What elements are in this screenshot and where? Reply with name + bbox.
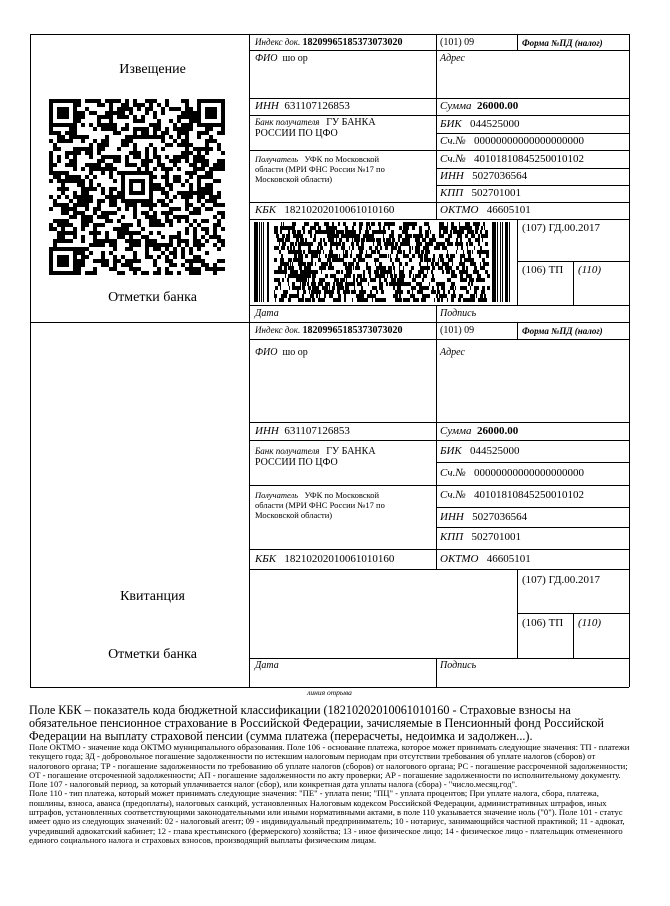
receipt-form-label: Форма №ПД (налог) (522, 326, 603, 336)
kbk-label: КБК (255, 204, 277, 216)
receipt-bik-label: БИК (440, 445, 462, 457)
bik-field (440, 118, 520, 130)
bank-label: Банк получателя (255, 117, 320, 127)
receipt-kpp-field (440, 531, 521, 543)
account-field (440, 135, 584, 147)
receipt-sum-value: 26000.00 (477, 425, 519, 437)
recipient-value-3: Московской области) (255, 174, 333, 184)
bank-value-1: ГУ БАНКА (326, 117, 376, 128)
code-110: (110) (578, 264, 602, 276)
bank-field (255, 117, 435, 139)
receipt-kbk-label: КБК (255, 553, 277, 565)
receipt-bank-value-2: РОССИИ ПО ЦФО (255, 457, 338, 468)
receipt-bank-field (255, 446, 435, 468)
receipt-index-value: 18209965185373073020 (302, 325, 403, 336)
sign-label: Подпись (440, 308, 477, 319)
cut-line-label: линия отрыва (307, 688, 352, 697)
receipt-recipient-field (255, 490, 435, 520)
account2-field (440, 153, 584, 165)
receipt-account2-field (440, 489, 584, 501)
receipt-sum-label: Сумма (440, 425, 472, 437)
receipt-account2-value: 40101810845250010102 (473, 489, 584, 501)
receipt-fio-value: шо ор (282, 347, 308, 358)
bik-label: БИК (440, 118, 462, 130)
inn-value: 631107126853 (284, 100, 350, 112)
receipt-kbk-value: 18210202010061010160 (284, 553, 395, 565)
receipt-inn-field (255, 425, 350, 437)
fio-value: шо ор (282, 53, 308, 64)
notice-bank-marks: Отметки банка (108, 290, 197, 305)
receipt-recipient-value-3: Московской области) (255, 510, 333, 520)
account2-value: 40101810845250010102 (473, 153, 584, 165)
inn-field (255, 100, 350, 112)
description (29, 704, 632, 845)
inn2-value: 5027036564 (472, 170, 528, 182)
receipt-account-value: 00000000000000000000 (473, 467, 584, 479)
receipt-sum-field (440, 425, 518, 437)
recipient-value-2: области (МРИ ФНС России №17 по (255, 164, 385, 174)
form-label: Форма №ПД (налог) (522, 38, 603, 48)
kpp-value: 502701001 (471, 187, 521, 199)
account2-label: Сч.№ (440, 153, 466, 165)
receipt-account-label: Сч.№ (440, 467, 466, 479)
kpp-label: КПП (440, 187, 464, 199)
receipt-sign-label: Подпись (440, 660, 477, 671)
recipient-field (255, 154, 435, 184)
receipt-inn-label: ИНН (255, 425, 279, 437)
description-p1: Поле ОКТМО - значение кода ОКТМО муниципального образования. Поле 106 - основание платежа, которое может принимать следующие значения: ТП - платежи текущего года; ЗД - добровольное погашение задолженности по истекшим налоговым периодам при отсутствии требования об уплате налогов (сборов) от налогового органа; ТР - погашение задолженности по требованию об уплате налогов (сборов) от налогового органа; РС - погашение рассроченной задолженности; ОТ - погашение отсроченной задолженности; АП - погашение задолженности по акту проверки; АР - погашение задолженности по исполнительному документу. Поле 107 - налоговый период, за который уплачивается налог (сбор), или конкретная дата уплаты налога (сбора) - "число.месяц.год". (29, 742, 630, 790)
receipt-kpp-label: КПП (440, 531, 464, 543)
index-value: 18209965185373073020 (302, 37, 403, 48)
receipt-oktmo-field (440, 553, 531, 565)
receipt-title: Квитанция (120, 589, 185, 604)
receipt-oktmo-value: 46605101 (486, 553, 531, 565)
kbk-value: 18210202010061010160 (284, 204, 395, 216)
inn2-label: ИНН (440, 170, 464, 182)
receipt-index-label: Индекс док. (255, 325, 301, 335)
receipt-account-field (440, 467, 584, 479)
receipt-account2-label: Сч.№ (440, 489, 466, 501)
receipt-code-110: (110) (578, 617, 602, 629)
receipt-bank-marks: Отметки банка (108, 647, 197, 662)
recipient-label: Получатель (255, 154, 299, 164)
kpp-field (440, 187, 521, 199)
receipt-kbk-field (255, 553, 394, 565)
receipt-bik-field (440, 445, 520, 457)
receipt-inn2-field (440, 511, 527, 523)
receipt-index-field (255, 325, 403, 336)
receipt-code-101: (101) 09 (440, 325, 475, 336)
fio-label: ФИО (255, 53, 278, 64)
receipt-fio-label: ФИО (255, 347, 278, 358)
receipt-address-label: Адрес (440, 347, 465, 358)
sum-label: Сумма (440, 100, 472, 112)
index-field (255, 37, 403, 48)
receipt-fio-field (255, 347, 308, 358)
receipt-kpp-value: 502701001 (471, 531, 521, 543)
fio-field (255, 53, 308, 64)
receipt-code-107: (107) ГД.00.2017 (522, 574, 600, 586)
receipt-recipient-label: Получатель (255, 490, 299, 500)
recipient-value-1: УФК по Московской (304, 154, 380, 164)
receipt-date-label: Дата (255, 660, 279, 671)
bik-value: 044525000 (470, 118, 520, 130)
account-label: Сч.№ (440, 135, 466, 147)
receipt-oktmo-label: ОКТМО (440, 553, 479, 565)
receipt-bank-value-1: ГУ БАНКА (326, 446, 376, 457)
account-value: 00000000000000000000 (473, 135, 584, 147)
description-main: Поле КБК – показатель кода бюджетной классификации (18210202010061010160 - Страховые взносы на обязательное пенсионное страхование в Российской Федерации, зачисляемые в Пенсионный фонд Российской Федерации на выплату страховой пенсии (сумма платежа (перерасчеты, недоимка и задолжен...). (29, 703, 604, 743)
receipt-bik-value: 044525000 (470, 445, 520, 457)
oktmo-label: ОКТМО (440, 204, 479, 216)
kbk-field (255, 204, 394, 216)
code-101: (101) 09 (440, 37, 475, 48)
address-label: Адрес (440, 53, 465, 64)
sum-value: 26000.00 (477, 100, 519, 112)
inn2-field (440, 170, 527, 182)
receipt-inn2-label: ИНН (440, 511, 464, 523)
code-106: (106) ТП (522, 264, 564, 276)
receipt-inn-value: 631107126853 (284, 425, 350, 437)
code-107: (107) ГД.00.2017 (522, 222, 600, 234)
inn-label: ИНН (255, 100, 279, 112)
description-p2: Поле 110 - тип платежа, который может принимать следующие значения: "ПЕ" - уплата пени; "ПЦ" - уплата процентов; При уплате налога, сбора, платежа, пошлины, взноса, аванса (предоплаты), налоговых санкций, установленных Налоговым кодексом Российской Федерации, административных штрафов, иных штрафов, установленных соответствующими законодательными или иными нормативными актами, в поле 110 указывается значение ноль ("0"). Поле 101 - статус имеет одно из следующих значений: 02 - налоговый агент; 09 - индивидуальный предприниматель; 10 - нотариус, занимающийся частной практикой; 11 - адвокат, учредивший адвокатский кабинет; 12 - глава крестьянского (фермерского) хозяйства; 13 - иное физическое лицо; 14 - физическое лицо - плательщик отмененного единого социального налога и страховых взносов, производящий выплаты физическим лицам. (29, 788, 625, 845)
receipt-recipient-value-2: области (МРИ ФНС России №17 по (255, 500, 385, 510)
receipt-bank-label: Банк получателя (255, 446, 320, 456)
qr-code (49, 99, 225, 275)
bank-value-2: РОССИИ ПО ЦФО (255, 128, 338, 139)
oktmo-value: 46605101 (486, 204, 531, 216)
date-label: Дата (255, 308, 279, 319)
barcode (254, 222, 512, 302)
sum-field (440, 100, 518, 112)
notice-title: Извещение (119, 62, 186, 77)
oktmo-field (440, 204, 531, 216)
receipt-inn2-value: 5027036564 (472, 511, 528, 523)
receipt-recipient-value-1: УФК по Московской (304, 490, 380, 500)
index-label: Индекс док. (255, 37, 301, 47)
receipt-code-106: (106) ТП (522, 617, 564, 629)
